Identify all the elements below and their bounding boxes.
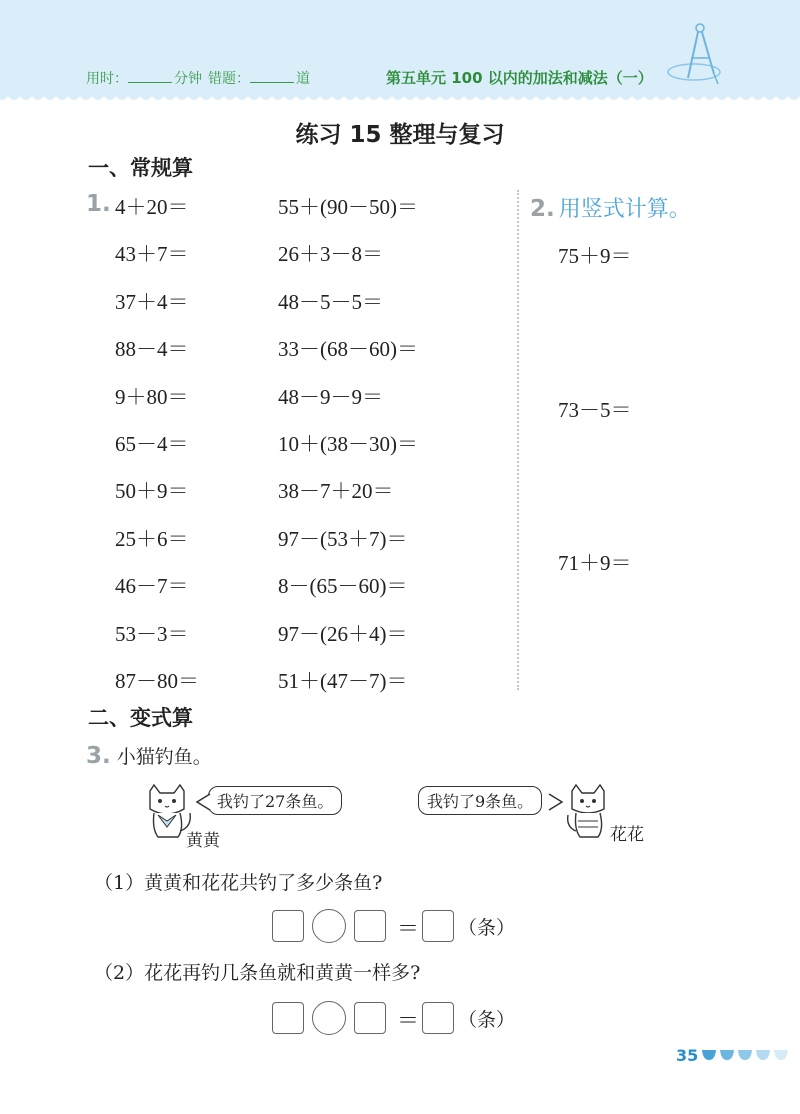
q2-item: 75＋9＝ bbox=[558, 244, 632, 268]
question-number-1: 1. bbox=[86, 191, 111, 217]
q1-expression: 55＋(90－50)＝ bbox=[278, 195, 418, 219]
time-label: 用时： bbox=[86, 71, 128, 87]
sub-question-1: （1）黄黄和花花共钓了多少条鱼? bbox=[94, 872, 383, 894]
q1-expression: 43＋7＝ bbox=[115, 242, 189, 267]
answer-box[interactable] bbox=[422, 910, 454, 942]
count-label: 道 bbox=[296, 71, 310, 87]
page-title: 练习 15 整理与复习 bbox=[295, 122, 505, 148]
error-blank bbox=[250, 70, 294, 83]
q1-expression: 50＋9＝ bbox=[115, 479, 189, 504]
q1-expression: 51＋(47－7)＝ bbox=[278, 669, 408, 693]
speech-bubble-1: 我钓了27条鱼。 bbox=[208, 786, 342, 815]
equals-sign: ＝ bbox=[397, 1008, 420, 1033]
unit-label: （条） bbox=[458, 917, 516, 939]
answer-box[interactable] bbox=[422, 1002, 454, 1034]
q1-expression: 88－4＝ bbox=[115, 337, 189, 362]
section-heading-2: 二、变式算 bbox=[88, 706, 193, 730]
q1-expression: 97－(26＋4)＝ bbox=[278, 621, 408, 646]
q1-expression: 48－5－5＝ bbox=[278, 289, 383, 314]
q1-expression: 37＋4＝ bbox=[115, 289, 189, 314]
q1-expression: 97－(53＋7)＝ bbox=[278, 526, 408, 551]
page-number: 35 bbox=[676, 1046, 699, 1065]
q1-expression: 9＋80＝ bbox=[115, 384, 189, 409]
bubble-tail bbox=[548, 792, 564, 812]
question-2-heading bbox=[530, 192, 691, 223]
minute-label: 分钟 bbox=[174, 71, 202, 87]
unit-label: （条） bbox=[458, 1009, 516, 1031]
q2-item: 73－5＝ bbox=[558, 398, 632, 422]
speech-bubble-2: 我钓了9条鱼。 bbox=[418, 786, 542, 815]
question-number-3: 3. bbox=[86, 743, 111, 769]
q1-expression: 53－3＝ bbox=[115, 621, 189, 646]
answer-box[interactable] bbox=[354, 910, 386, 942]
header-wave-edge bbox=[0, 88, 800, 104]
cat-name-huanghuang: 黄黄 bbox=[186, 831, 220, 851]
header-time-field bbox=[86, 68, 310, 88]
q1-expression: 25＋6＝ bbox=[115, 526, 189, 551]
q1-expression: 48－9－9＝ bbox=[278, 384, 383, 409]
question-number-2: 2. bbox=[530, 196, 555, 222]
cat-icon bbox=[564, 783, 614, 839]
operator-circle[interactable] bbox=[312, 909, 346, 943]
q1-expression: 38－7＋20＝ bbox=[278, 479, 394, 504]
q1-expression: 87－80＝ bbox=[115, 669, 199, 693]
q1-expression: 4＋20＝ bbox=[115, 195, 189, 219]
equals-sign: ＝ bbox=[397, 916, 420, 941]
q1-expression: 8－(65－60)＝ bbox=[278, 574, 408, 599]
bubble-tail bbox=[195, 792, 211, 812]
unit-title: 第五单元 100 以内的加法和减法（一） bbox=[386, 69, 653, 87]
question-3-label: 小猫钓鱼。 bbox=[116, 746, 212, 768]
error-label: 错题： bbox=[208, 71, 250, 87]
q1-expression: 46－7＝ bbox=[115, 574, 189, 599]
cat-name-huahua: 花花 bbox=[610, 825, 644, 845]
q1-expression: 33－(68－60)＝ bbox=[278, 337, 418, 362]
question-2-label: 用竖式计算。 bbox=[558, 197, 691, 222]
question-3-heading bbox=[86, 742, 212, 769]
answer-box[interactable] bbox=[272, 1002, 304, 1034]
compass-icon bbox=[664, 18, 734, 88]
answer-box[interactable] bbox=[272, 910, 304, 942]
footer-cups-decoration bbox=[700, 1046, 794, 1064]
q1-expression: 10＋(38－30)＝ bbox=[278, 432, 418, 456]
section-heading-1: 一、常规算 bbox=[88, 156, 193, 180]
q1-expression: 65－4＝ bbox=[115, 432, 189, 456]
time-blank bbox=[128, 70, 172, 83]
answer-box[interactable] bbox=[354, 1002, 386, 1034]
operator-circle[interactable] bbox=[312, 1001, 346, 1035]
q1-expression: 26＋3－8＝ bbox=[278, 242, 383, 267]
column-divider bbox=[517, 190, 519, 690]
sub-question-2: （2）花花再钓几条鱼就和黄黄一样多? bbox=[94, 962, 421, 984]
q2-item: 71＋9＝ bbox=[558, 551, 632, 575]
